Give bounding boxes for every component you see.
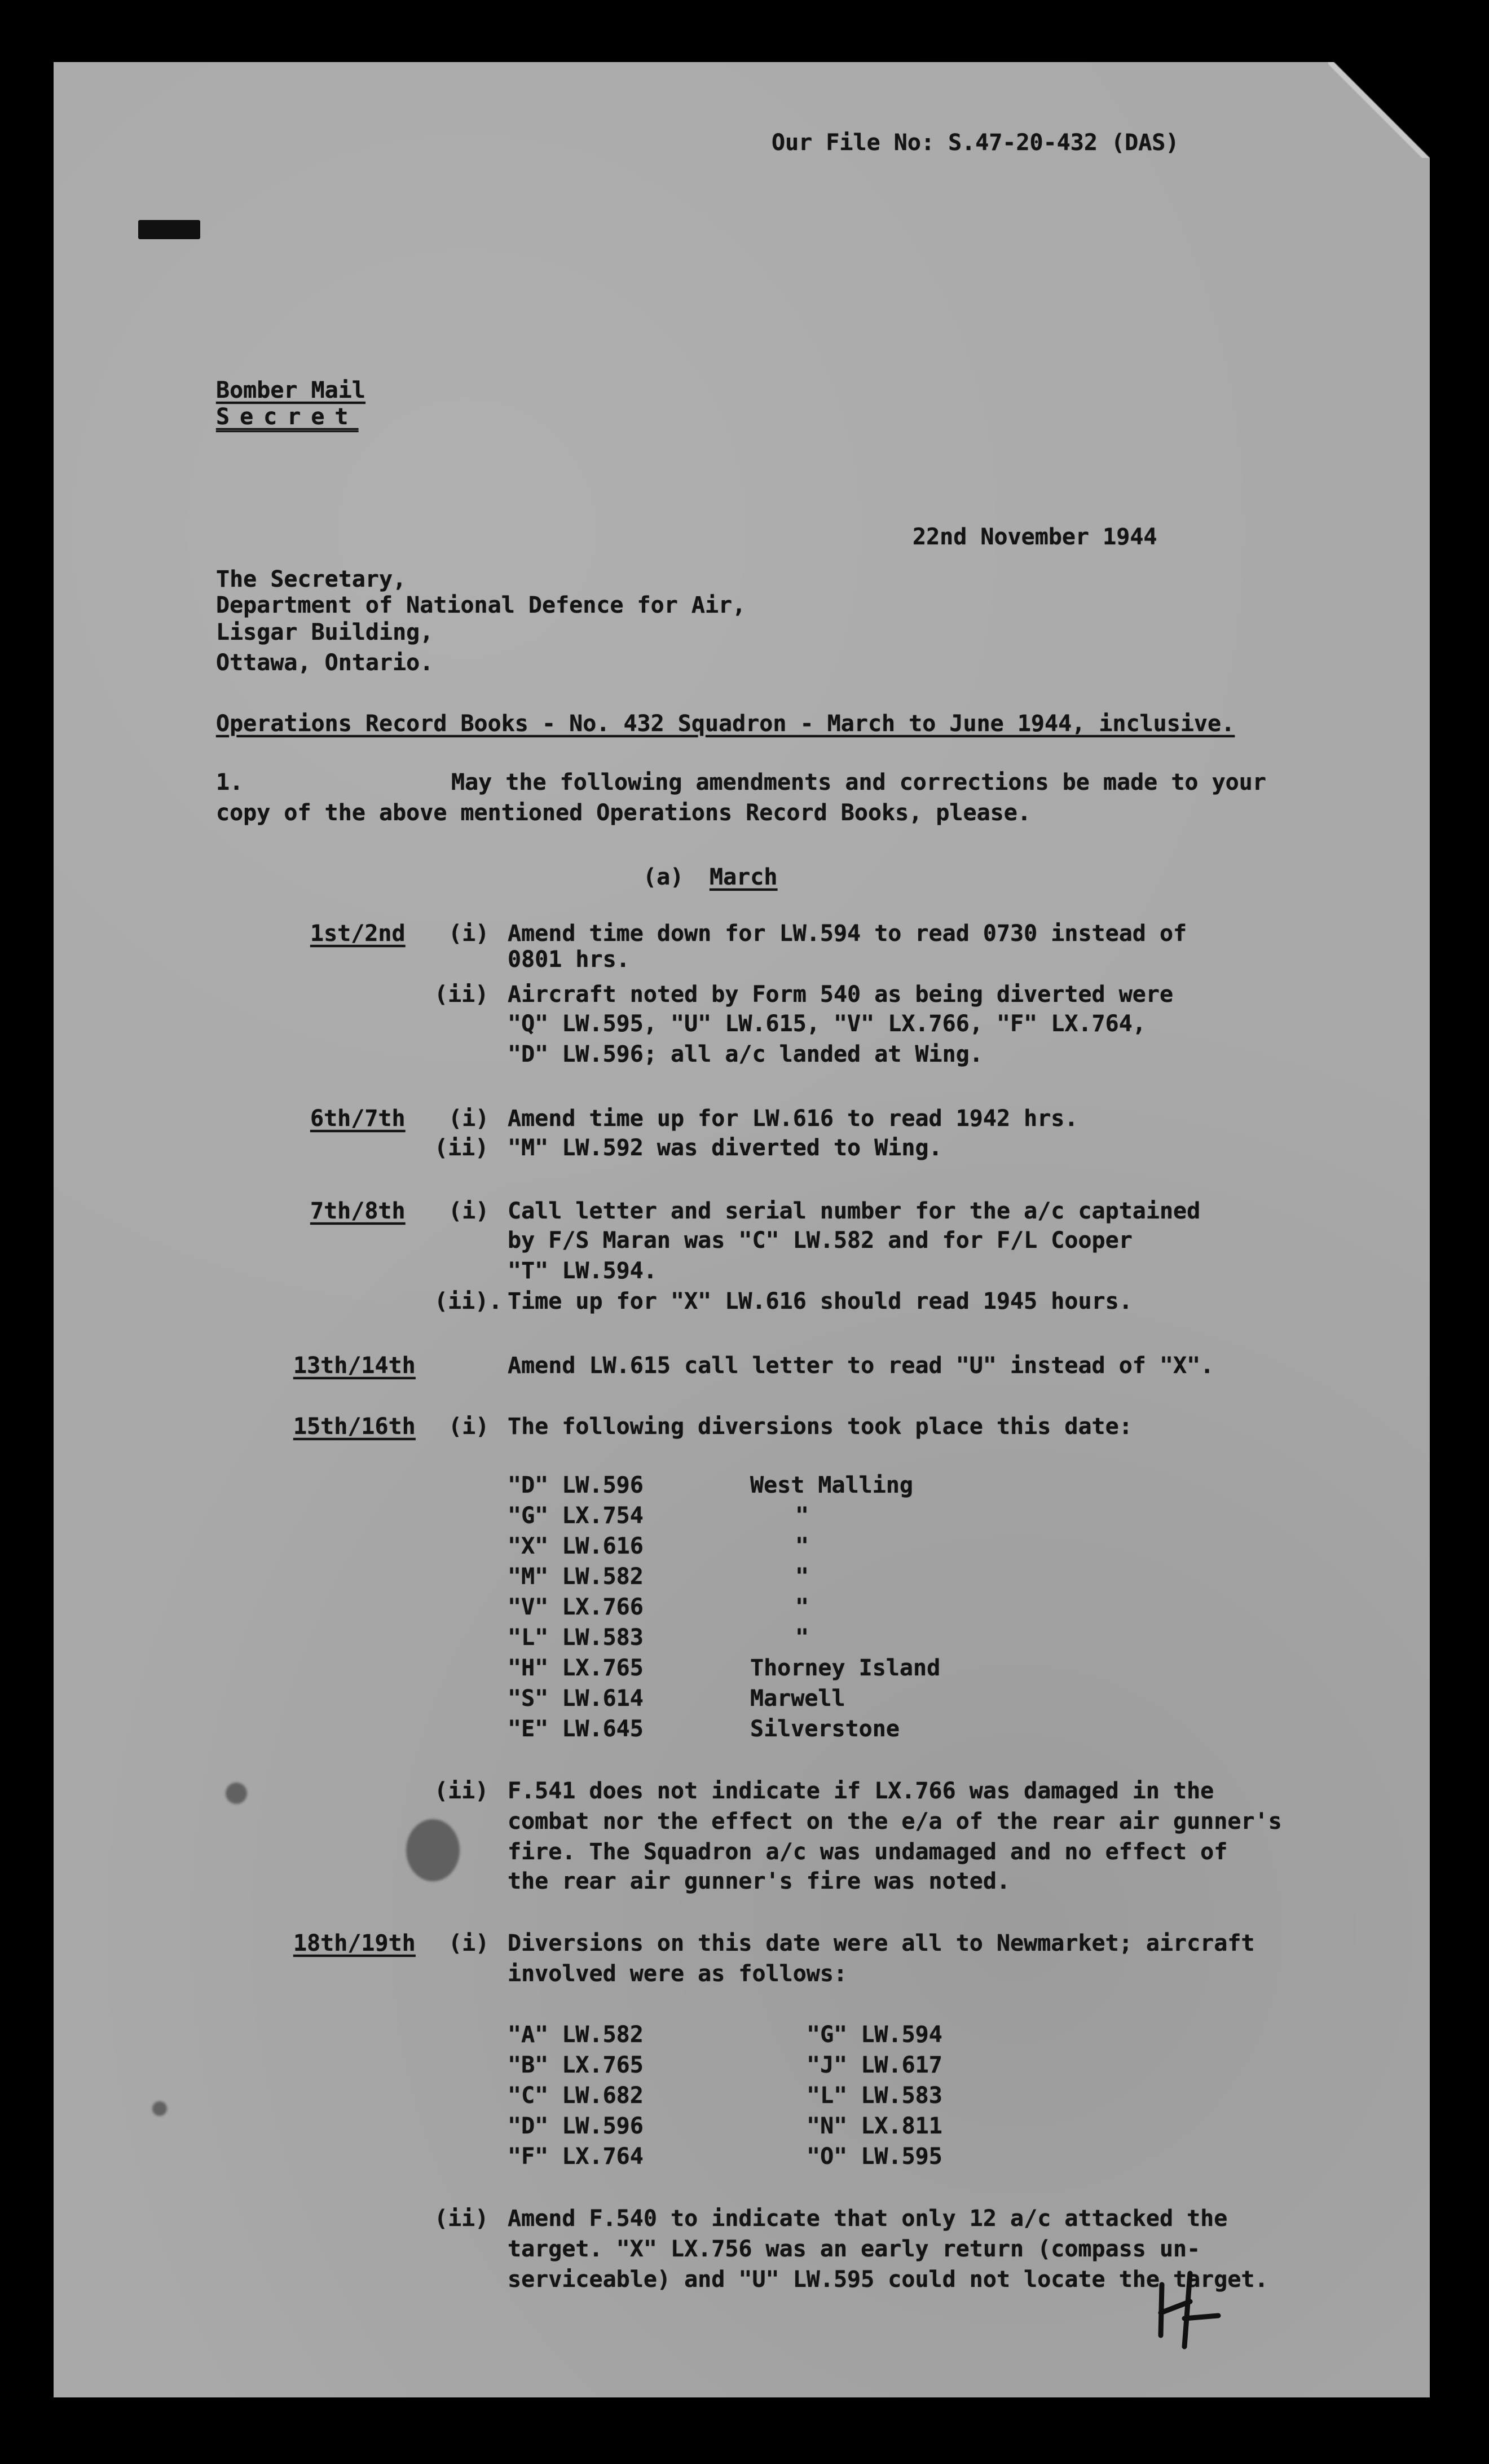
item-text: 0801 hrs. bbox=[508, 947, 630, 973]
handwritten-initials bbox=[1151, 2262, 1230, 2352]
item-text: fire. The Squadron a/c was undamaged and no effect of bbox=[508, 1839, 1228, 1865]
folded-corner bbox=[1328, 62, 1430, 158]
item-text: by F/S Maran was "C" LW.582 and for F/L Cooper bbox=[508, 1227, 1133, 1253]
file-reference: Our File No: S.47-20-432 (DAS) bbox=[772, 130, 1179, 156]
item-number: (ii). bbox=[434, 1288, 503, 1314]
item-text: The following diversions took place this date: bbox=[508, 1414, 1133, 1440]
aircraft-entry: "O" LW.595 bbox=[807, 2144, 942, 2170]
item-text: Diversions on this date were all to Newmarket; aircraft bbox=[508, 1930, 1255, 1956]
item-number: (ii) bbox=[434, 2206, 489, 2232]
stain-mark bbox=[406, 1819, 460, 1881]
aircraft-entry: "F" LX.764 bbox=[508, 2144, 644, 2170]
diversion-aircraft: "V" LX.766 bbox=[508, 1594, 644, 1620]
diversion-aircraft: "L" LW.583 bbox=[508, 1625, 644, 1651]
item-text: Time up for "X" LW.616 should read 1945 hours. bbox=[508, 1288, 1133, 1314]
aircraft-entry: "J" LW.617 bbox=[807, 2052, 942, 2078]
entry-date: 18th/19th bbox=[293, 1930, 416, 1956]
diversion-destination: West Malling bbox=[750, 1472, 913, 1498]
diversion-destination: Marwell bbox=[750, 1686, 845, 1711]
item-number: (i) bbox=[448, 1106, 490, 1132]
entry-date: 1st/2nd bbox=[310, 921, 406, 947]
letter-date: 22nd November 1944 bbox=[913, 524, 1157, 550]
entry-date: 7th/8th bbox=[310, 1198, 406, 1224]
item-text: Aircraft noted by Form 540 as being diverted were bbox=[508, 982, 1174, 1007]
entry-date: 6th/7th bbox=[310, 1106, 406, 1132]
classification: Secret bbox=[216, 404, 359, 430]
item-text: target. "X" LX.756 was an early return (compass un- bbox=[508, 2236, 1201, 2262]
addressee-line: Lisgar Building, bbox=[216, 619, 434, 645]
aircraft-entry: "D" LW.596 bbox=[508, 2113, 644, 2139]
diversion-destination: " bbox=[795, 1594, 809, 1620]
item-number: (i) bbox=[448, 1930, 490, 1956]
diversion-aircraft: "S" LW.614 bbox=[508, 1686, 644, 1711]
item-text: "D" LW.596; all a/c landed at Wing. bbox=[508, 1041, 983, 1067]
item-text: serviceable) and "U" LW.595 could not locate the target. bbox=[508, 2267, 1268, 2293]
item-text: involved were as follows: bbox=[508, 1961, 848, 1987]
paragraph-number: 1. bbox=[216, 769, 244, 795]
diversion-aircraft: "X" LW.616 bbox=[508, 1533, 644, 1559]
aircraft-entry: "A" LW.582 bbox=[508, 2022, 644, 2048]
diversion-aircraft: "D" LW.596 bbox=[508, 1472, 644, 1498]
diversion-aircraft: "G" LX.754 bbox=[508, 1503, 644, 1529]
aircraft-entry: "C" LW.682 bbox=[508, 2083, 644, 2109]
item-text: "Q" LW.595, "U" LW.615, "V" LX.766, "F" LX.764, bbox=[508, 1011, 1146, 1037]
diversion-destination: " bbox=[795, 1564, 809, 1590]
item-number: (ii) bbox=[434, 1778, 489, 1804]
aircraft-entry: "G" LW.594 bbox=[807, 2022, 942, 2048]
addressee-line: Department of National Defence for Air, bbox=[216, 592, 746, 618]
subject-line: Operations Record Books - No. 432 Squadron - March to June 1944, inclusive. bbox=[216, 711, 1235, 737]
diversion-aircraft: "M" LW.582 bbox=[508, 1564, 644, 1590]
diversion-aircraft: "E" LW.645 bbox=[508, 1716, 644, 1742]
entry-date: 13th/14th bbox=[293, 1353, 416, 1379]
item-text: the rear air gunner's fire was noted. bbox=[508, 1868, 1011, 1894]
item-text: combat nor the effect on the e/a of the rear air gunner's bbox=[508, 1809, 1282, 1834]
item-text: Amend time down for LW.594 to read 0730 instead of bbox=[508, 921, 1187, 947]
diversion-destination: Silverstone bbox=[750, 1716, 900, 1742]
item-text: F.541 does not indicate if LX.766 was damaged in the bbox=[508, 1778, 1214, 1804]
item-text: Amend time up for LW.616 to read 1942 hrs. bbox=[508, 1106, 1078, 1132]
diversion-destination: " bbox=[795, 1533, 809, 1559]
item-number: (ii) bbox=[434, 1135, 489, 1161]
item-number: (i) bbox=[448, 921, 490, 947]
section-letter: (a) bbox=[643, 864, 684, 890]
paragraph-text: copy of the above mentioned Operations Record Books, please. bbox=[216, 800, 1031, 826]
aircraft-entry: "B" LX.765 bbox=[508, 2052, 644, 2078]
item-number: (i) bbox=[448, 1414, 490, 1440]
addressee-line: The Secretary, bbox=[216, 566, 407, 592]
aircraft-entry: "L" LW.583 bbox=[807, 2083, 942, 2109]
diversion-destination: Thorney Island bbox=[750, 1655, 941, 1681]
mail-type: Bomber Mail bbox=[216, 377, 365, 403]
item-number: (ii) bbox=[434, 982, 489, 1007]
diversion-destination: " bbox=[795, 1625, 809, 1651]
addressee-line: Ottawa, Ontario. bbox=[216, 650, 434, 676]
item-text: "M" LW.592 was diverted to Wing. bbox=[508, 1135, 942, 1161]
item-number: (i) bbox=[448, 1198, 490, 1224]
paragraph-text: May the following amendments and corrections be made to your bbox=[451, 769, 1266, 795]
punch-mark bbox=[138, 220, 200, 239]
diversion-aircraft: "H" LX.765 bbox=[508, 1655, 644, 1681]
diversion-destination: " bbox=[795, 1503, 809, 1529]
stain-mark bbox=[226, 1783, 247, 1804]
aircraft-entry: "N" LX.811 bbox=[807, 2113, 942, 2139]
section-title: March bbox=[710, 864, 778, 890]
item-text: Amend LW.615 call letter to read "U" instead of "X". bbox=[508, 1353, 1214, 1379]
item-text: Amend F.540 to indicate that only 12 a/c attacked the bbox=[508, 2206, 1228, 2232]
item-text: Call letter and serial number for the a/c captained bbox=[508, 1198, 1201, 1224]
stain-mark bbox=[152, 2101, 167, 2116]
entry-date: 15th/16th bbox=[293, 1414, 416, 1440]
item-text: "T" LW.594. bbox=[508, 1258, 657, 1284]
